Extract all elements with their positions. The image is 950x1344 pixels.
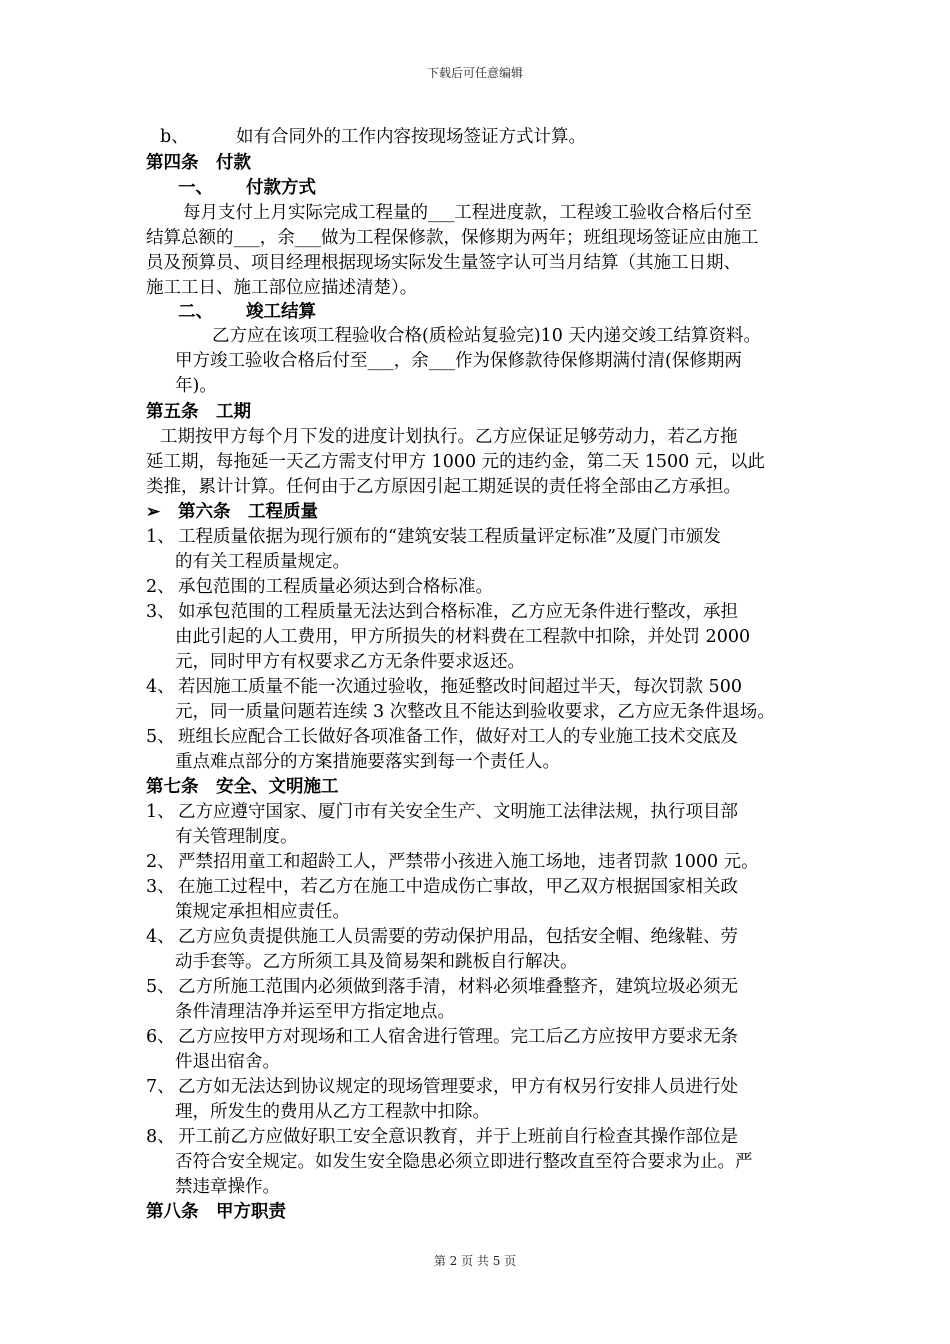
item-number: 5、 — [146, 727, 175, 747]
list-item-line: 乙方所施工范围内必须做到落手清，材料必须堆叠整齐，建筑垃圾必须无 — [178, 977, 738, 997]
list-item-line: 元，同时甲方有权要求乙方无条件要求返还。 — [175, 652, 525, 672]
article-4-p2-line: 年)。 — [175, 376, 217, 396]
list-item-b: 如有合同外的工作内容按现场签证方式计算。 — [236, 127, 586, 147]
list-item-line: 乙方如无法达到协议规定的现场管理要求，甲方有权另行安排人员进行处 — [178, 1077, 738, 1097]
article-4-sub2-title: 竣工结算 — [246, 302, 316, 322]
page-header: 下载后可任意编辑 — [426, 66, 523, 80]
list-marker-b: b、 — [160, 127, 189, 147]
list-item-line: 乙方应负责提供施工人员需要的劳动保护用品，包括安全帽、绝缘鞋、劳 — [178, 927, 738, 947]
list-item-line: 理，所发生的费用从乙方工程款中扣除。 — [175, 1102, 490, 1122]
list-item-line: 的有关工程质量规定。 — [175, 552, 350, 572]
article-4-p2-line: 乙方应在该项工程验收合格(质检站复验完)10 天内递交竣工结算资料。 — [212, 326, 761, 346]
item-number: 5、 — [146, 977, 175, 997]
article-7-title: 第七条 安全、文明施工 — [146, 777, 339, 797]
list-item-line: 开工前乙方应做好职工安全意识教育，并于上班前自行检查其操作部位是 — [178, 1127, 738, 1147]
list-item-line: 动手套等。乙方所须工具及简易架和跳板自行解决。 — [175, 952, 578, 972]
article-4-title: 第四条 付款 — [146, 153, 251, 173]
item-number: 2、 — [146, 852, 175, 872]
article-4-p1-line: 结算总额的___，余___做为工程保修款，保修期为两年；班组现场签证应由施工 — [146, 228, 759, 248]
article-5-line: 延工期，每拖延一天乙方需支付甲方 1000 元的违约金，第二天 1500 元，以此 — [146, 452, 765, 472]
article-6-title: 第六条 工程质量 — [178, 502, 318, 522]
article-5-line: 类推，累计计算。任何由于乙方原因引起工期延误的责任将全部由乙方承担。 — [146, 477, 741, 497]
article-4-p2-line: 甲方竣工验收合格后付至___，余___作为保修款待保修期满付清(保修期两 — [175, 351, 742, 371]
page-footer: 第 2 页 共 5 页 — [433, 1254, 517, 1268]
list-item-line: 禁违章操作。 — [175, 1177, 280, 1197]
list-item-line: 元，同一质量问题若连续 3 次整改且不能达到验收要求，乙方应无条件退场。 — [175, 702, 775, 722]
arrow-bullet-icon: ➢ — [146, 502, 161, 522]
item-number: 4、 — [146, 677, 175, 697]
item-number: 8、 — [146, 1127, 175, 1147]
list-item-line: 有关管理制度。 — [175, 827, 298, 847]
list-item-line: 在施工过程中，若乙方在施工中造成伤亡事故，甲乙双方根据国家相关政 — [178, 877, 738, 897]
item-number: 7、 — [146, 1077, 175, 1097]
item-number: 6、 — [146, 1027, 175, 1047]
item-number: 1、 — [146, 527, 175, 547]
list-item-line: 承包范围的工程质量必须达到合格标准。 — [178, 577, 493, 597]
article-8-title: 第八条 甲方职责 — [146, 1202, 286, 1222]
list-item-line: 严禁招用童工和超龄工人，严禁带小孩进入施工场地，违者罚款 1000 元。 — [178, 852, 759, 872]
list-item-line: 工程质量依据为现行颁布的“建筑安装工程质量评定标准”及厦门市颁发 — [178, 527, 721, 547]
item-number: 4、 — [146, 927, 175, 947]
article-4-sub1-title: 付款方式 — [246, 178, 316, 198]
list-item-line: 由此引起的人工费用，甲方所损失的材料费在工程款中扣除，并处罚 2000 — [175, 627, 751, 647]
list-item-line: 否符合安全规定。如发生安全隐患必须立即进行整改直至符合要求为止。严 — [175, 1152, 753, 1172]
list-item-line: 乙方应遵守国家、厦门市有关安全生产、文明施工法律法规，执行项目部 — [178, 802, 738, 822]
item-number: 3、 — [146, 877, 175, 897]
list-item-line: 班组长应配合工长做好各项准备工作，做好对工人的专业施工技术交底及 — [178, 727, 738, 747]
article-5-title: 第五条 工期 — [146, 402, 251, 422]
list-item-line: 乙方应按甲方对现场和工人宿舍进行管理。完工后乙方应按甲方要求无条 — [178, 1027, 738, 1047]
article-4-p1-line: 员及预算员、项目经理根据现场实际发生量签字认可当月结算（其施工日期、 — [146, 253, 741, 273]
list-item-line: 重点难点部分的方案措施要落实到每一个责任人。 — [175, 752, 560, 772]
list-item-line: 策规定承担相应责任。 — [175, 902, 350, 922]
list-item-line: 若因施工质量不能一次通过验收，拖延整改时间超过半天，每次罚款 500 — [178, 677, 742, 697]
article-4-sub1-num: 一、 — [178, 178, 213, 198]
item-number: 3、 — [146, 602, 175, 622]
article-4-p1-line: 每月支付上月实际完成工程量的___工程进度款，工程竣工验收合格后付至 — [183, 203, 752, 223]
item-number: 2、 — [146, 577, 175, 597]
article-5-line: 工期按甲方每个月下发的进度计划执行。乙方应保证足够劳动力，若乙方拖 — [160, 427, 738, 447]
article-4-sub2-num: 二、 — [178, 302, 213, 322]
list-item-line: 件退出宿舍。 — [175, 1052, 280, 1072]
list-item-line: 如承包范围的工程质量无法达到合格标准，乙方应无条件进行整改，承担 — [178, 602, 738, 622]
article-4-p1-line: 施工工日、施工部位应描述清楚）。 — [146, 278, 418, 298]
list-item-line: 条件清理洁净并运至甲方指定地点。 — [175, 1002, 455, 1022]
item-number: 1、 — [146, 802, 175, 822]
